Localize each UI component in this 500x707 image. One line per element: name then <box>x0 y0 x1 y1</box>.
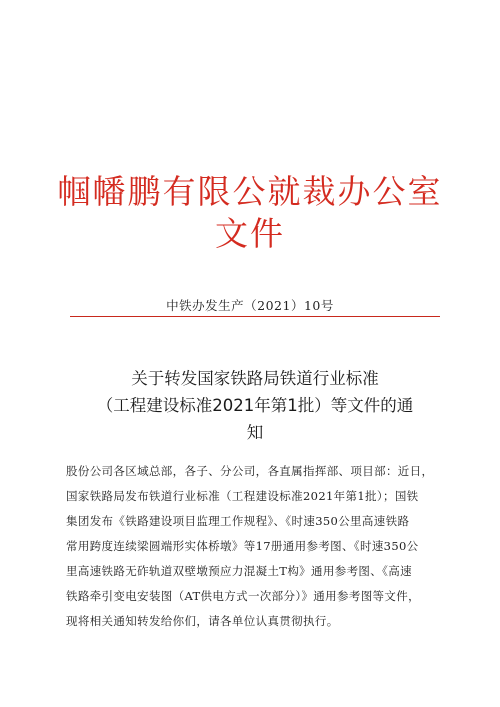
body-text-line: 常用跨度连续梁圆端形实体桥墩》等17册通用参考图、《时速350公 <box>66 539 419 553</box>
notice-title-line-1: 关于转发国家铁路局铁道行业标准 <box>131 369 379 388</box>
body-text-line: 国家铁路局发布铁道行业标准（工程建设标准2021年第1批）；国铁 <box>66 489 419 503</box>
document-type-label: 文件 <box>215 214 285 253</box>
red-divider-line <box>70 316 440 317</box>
document-number: 中铁办发生产（2021）10号 <box>166 298 334 313</box>
body-text-line: 现将相关通知转发给你们，请各单位认真贯彻执行。 <box>66 614 339 628</box>
issuing-office-title: 帼幡鹏有限公就裁办公室 <box>57 172 443 211</box>
body-text-line: 铁路牵引变电安装图（AT供电方式一次部分）》通用参考图等文件， <box>66 589 420 603</box>
body-text-line: 里高速铁路无砟轨道双壁墩预应力混凝土T构》通用参考图、《高速 <box>66 564 412 578</box>
notice-title-line-2: （工程建设标准2021年第1批）等文件的通 <box>96 396 414 415</box>
notice-title-line-3: 知 <box>246 423 264 442</box>
body-text-line: 集团发布《铁路建设项目监理工作规程》、《时速350公里高速铁路 <box>66 514 410 528</box>
body-text-line: 股份公司各区域总部，各子、分公司，各直属指挥部、项目部：近日， <box>66 464 434 478</box>
